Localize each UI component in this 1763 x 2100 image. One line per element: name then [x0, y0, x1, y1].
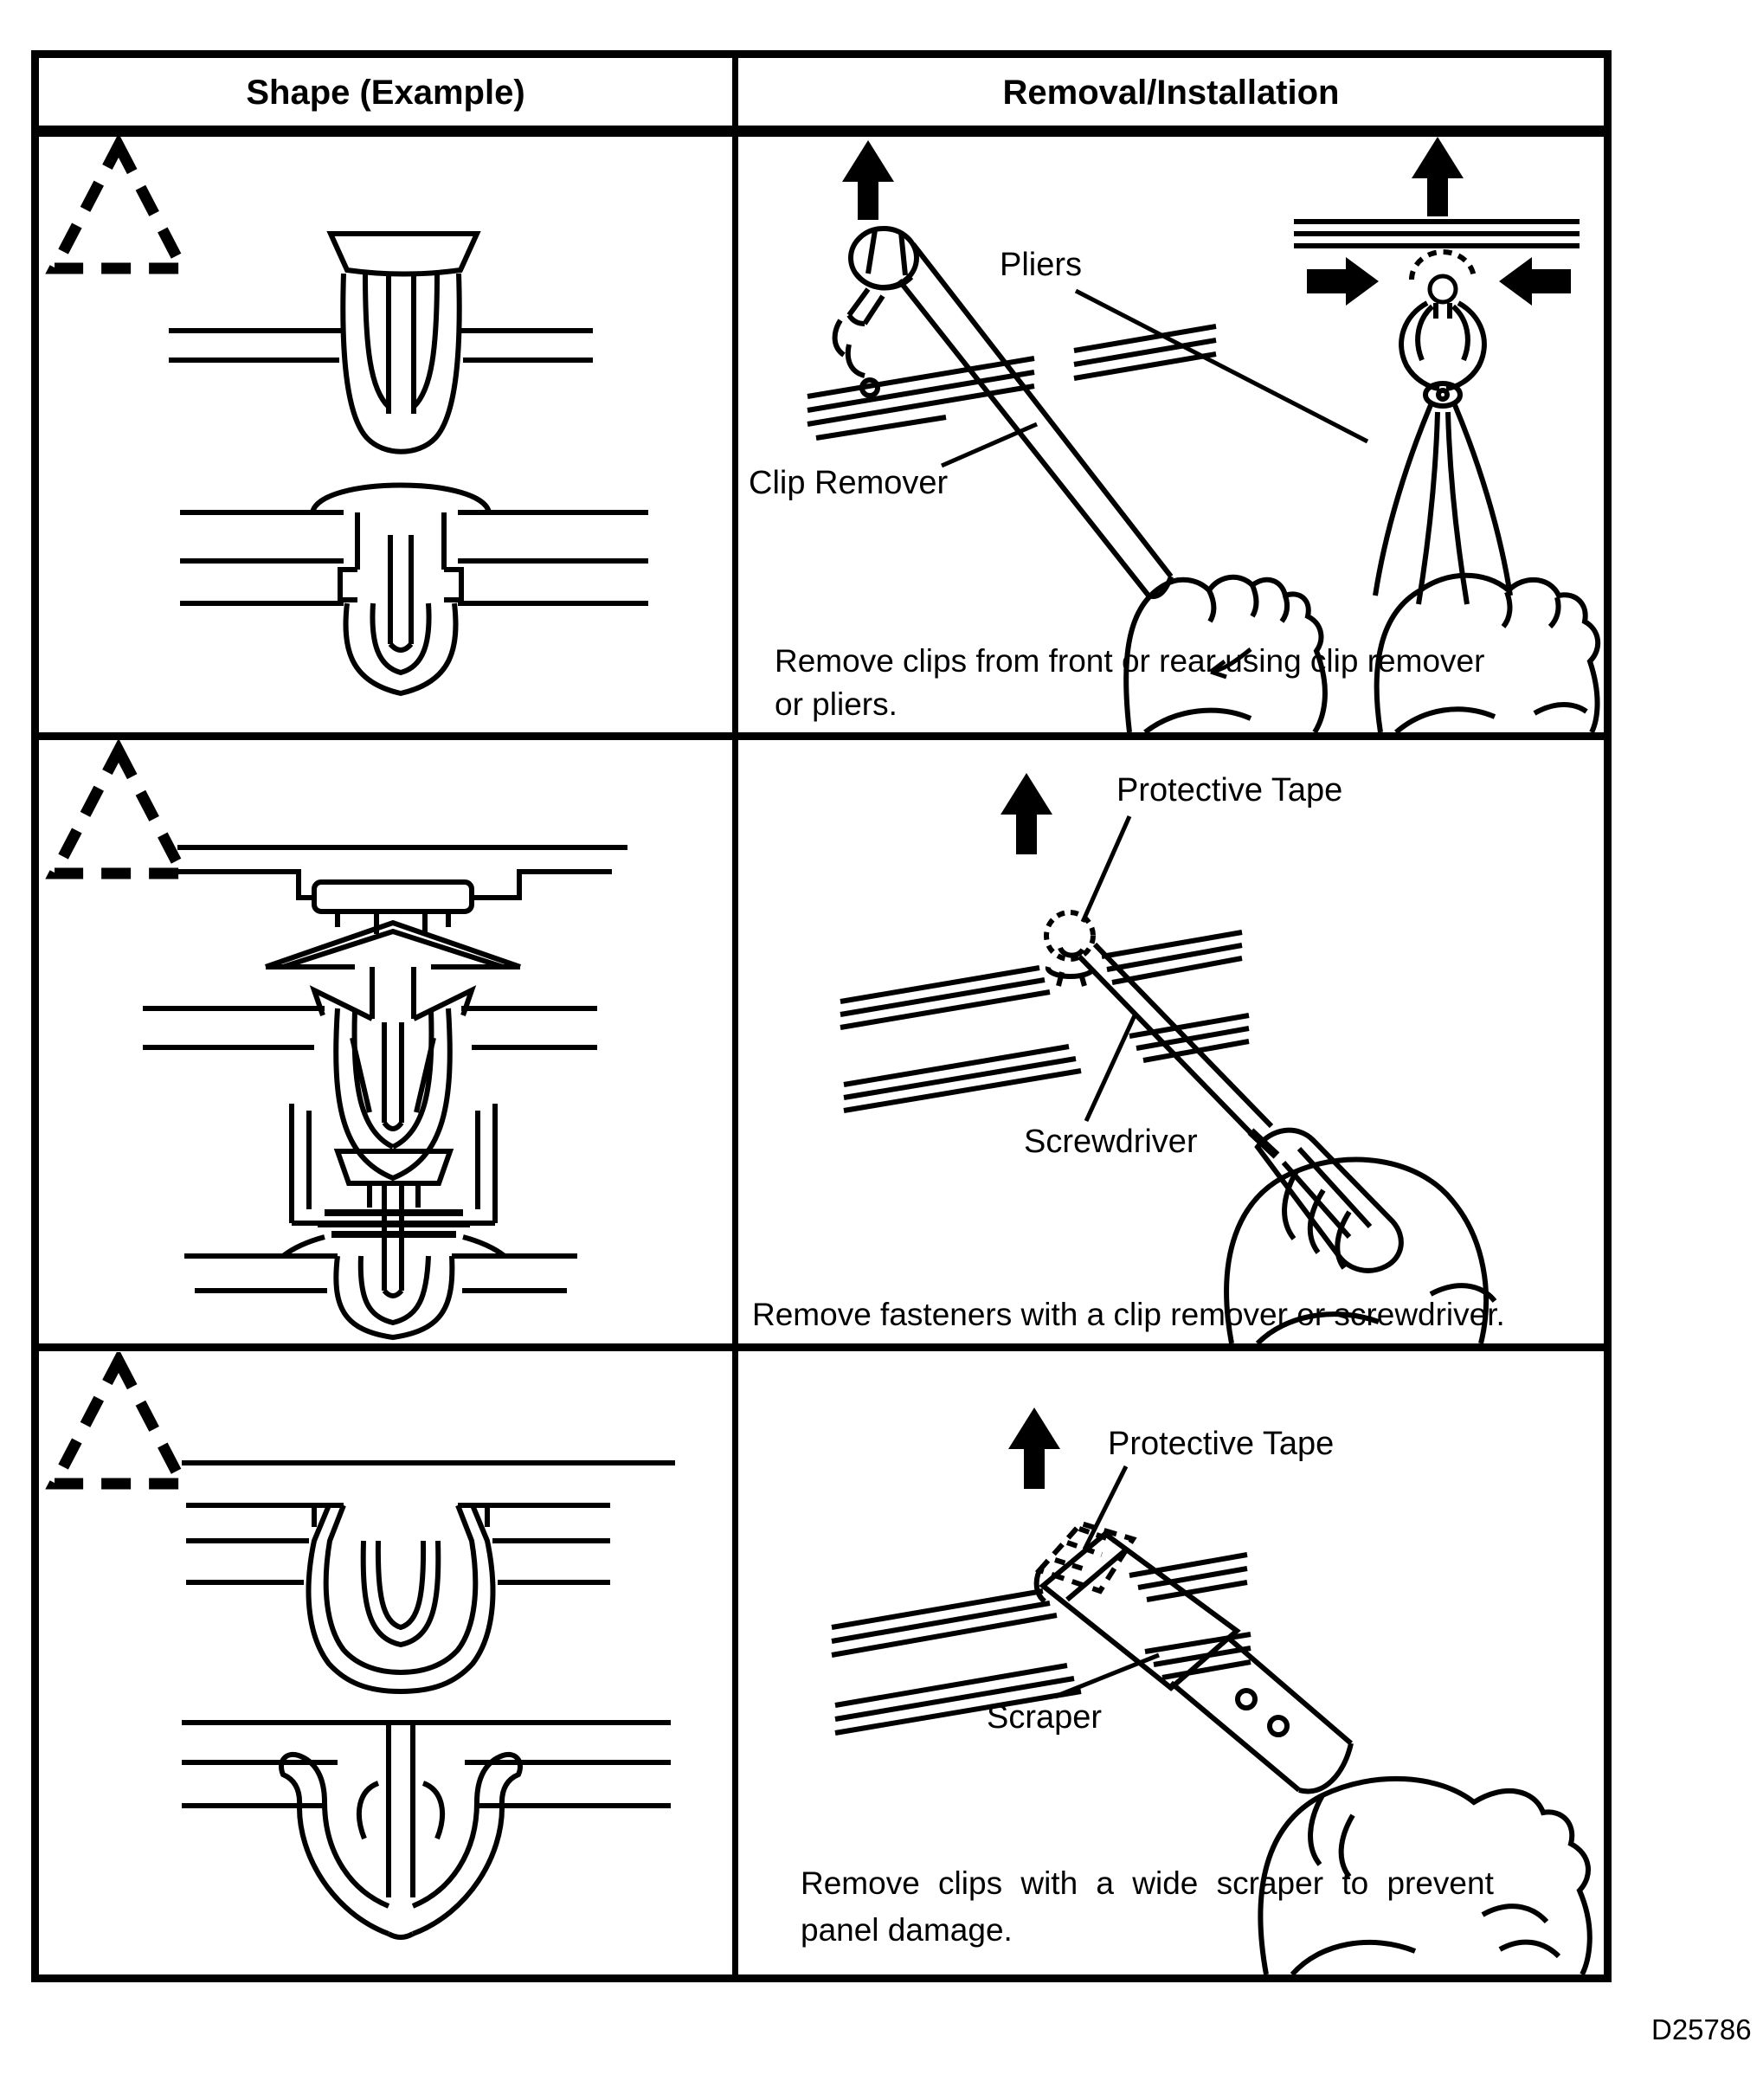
spring-clip-drawing: [182, 1463, 675, 1691]
scraper-label: Scraper: [987, 1699, 1103, 1736]
mushroom-clip-drawing: [180, 486, 648, 694]
row2-removal-drawing: [738, 740, 1604, 1343]
row-divider-1: [39, 732, 1604, 740]
row3-caption-line2: panel damage.: [801, 1912, 1013, 1948]
pushpin-clip-drawing: [169, 234, 593, 452]
flared-spring-clip-drawing: [182, 1723, 671, 1937]
fastener-table: [31, 50, 1612, 1982]
row2-shape-cell: [39, 740, 732, 1343]
row1-removal-cell: [738, 137, 1604, 732]
up-arrow-icon: [1001, 773, 1052, 854]
press-arrows-icon: [1307, 257, 1571, 306]
row-divider-2: [39, 1343, 1604, 1351]
header-removal-label: Removal/Installation: [1002, 74, 1340, 112]
umbrella-rivet-drawing: [143, 847, 627, 1178]
dashed-triangle-icon: [55, 750, 183, 873]
figure-id: D25786: [1651, 2013, 1752, 2045]
row3-caption-line1: Remove clips with a wide scraper to prevent: [801, 1865, 1494, 1901]
row1-shape-drawing: [39, 137, 732, 732]
row1-shape-cell: [39, 137, 732, 732]
up-arrow-icon: [842, 137, 1464, 220]
header-shape-column: [39, 58, 732, 126]
row1-caption-line1: Remove clips from front or rear using clip remover: [775, 643, 1485, 679]
pliers-label: Pliers: [1000, 247, 1083, 283]
row3-removal-cell: [738, 1352, 1604, 1974]
scraper-drawing: [1043, 1534, 1351, 1791]
dashed-triangle-icon: [55, 1361, 183, 1484]
row2-removal-cell: [738, 740, 1604, 1343]
header-removal-column: [738, 58, 1604, 126]
dashed-triangle-icon: [55, 145, 183, 268]
table-header-row: [39, 58, 1604, 137]
header-shape-label: Shape (Example): [246, 74, 525, 112]
clip-remover-label: Clip Remover: [749, 465, 949, 501]
row3-shape-cell: [39, 1352, 732, 1974]
row2-caption-line1: Remove fasteners with a clip remover or screwdriver.: [752, 1297, 1505, 1332]
screwdriver-label: Screwdriver: [1024, 1124, 1198, 1160]
panel-lines: [840, 932, 1249, 1111]
up-arrow-icon: [1008, 1408, 1060, 1489]
row3-shape-drawing: [39, 1352, 732, 1974]
protective-tape-label: Protective Tape: [1108, 1426, 1335, 1462]
column-divider: [732, 58, 738, 1974]
leader-lines: [1055, 1466, 1159, 1697]
row1-caption-line2: or pliers.: [775, 686, 898, 722]
protective-tape-label: Protective Tape: [1116, 772, 1343, 808]
row2-shape-drawing: [39, 740, 732, 1343]
fastener-head-drawing: [1046, 912, 1093, 986]
